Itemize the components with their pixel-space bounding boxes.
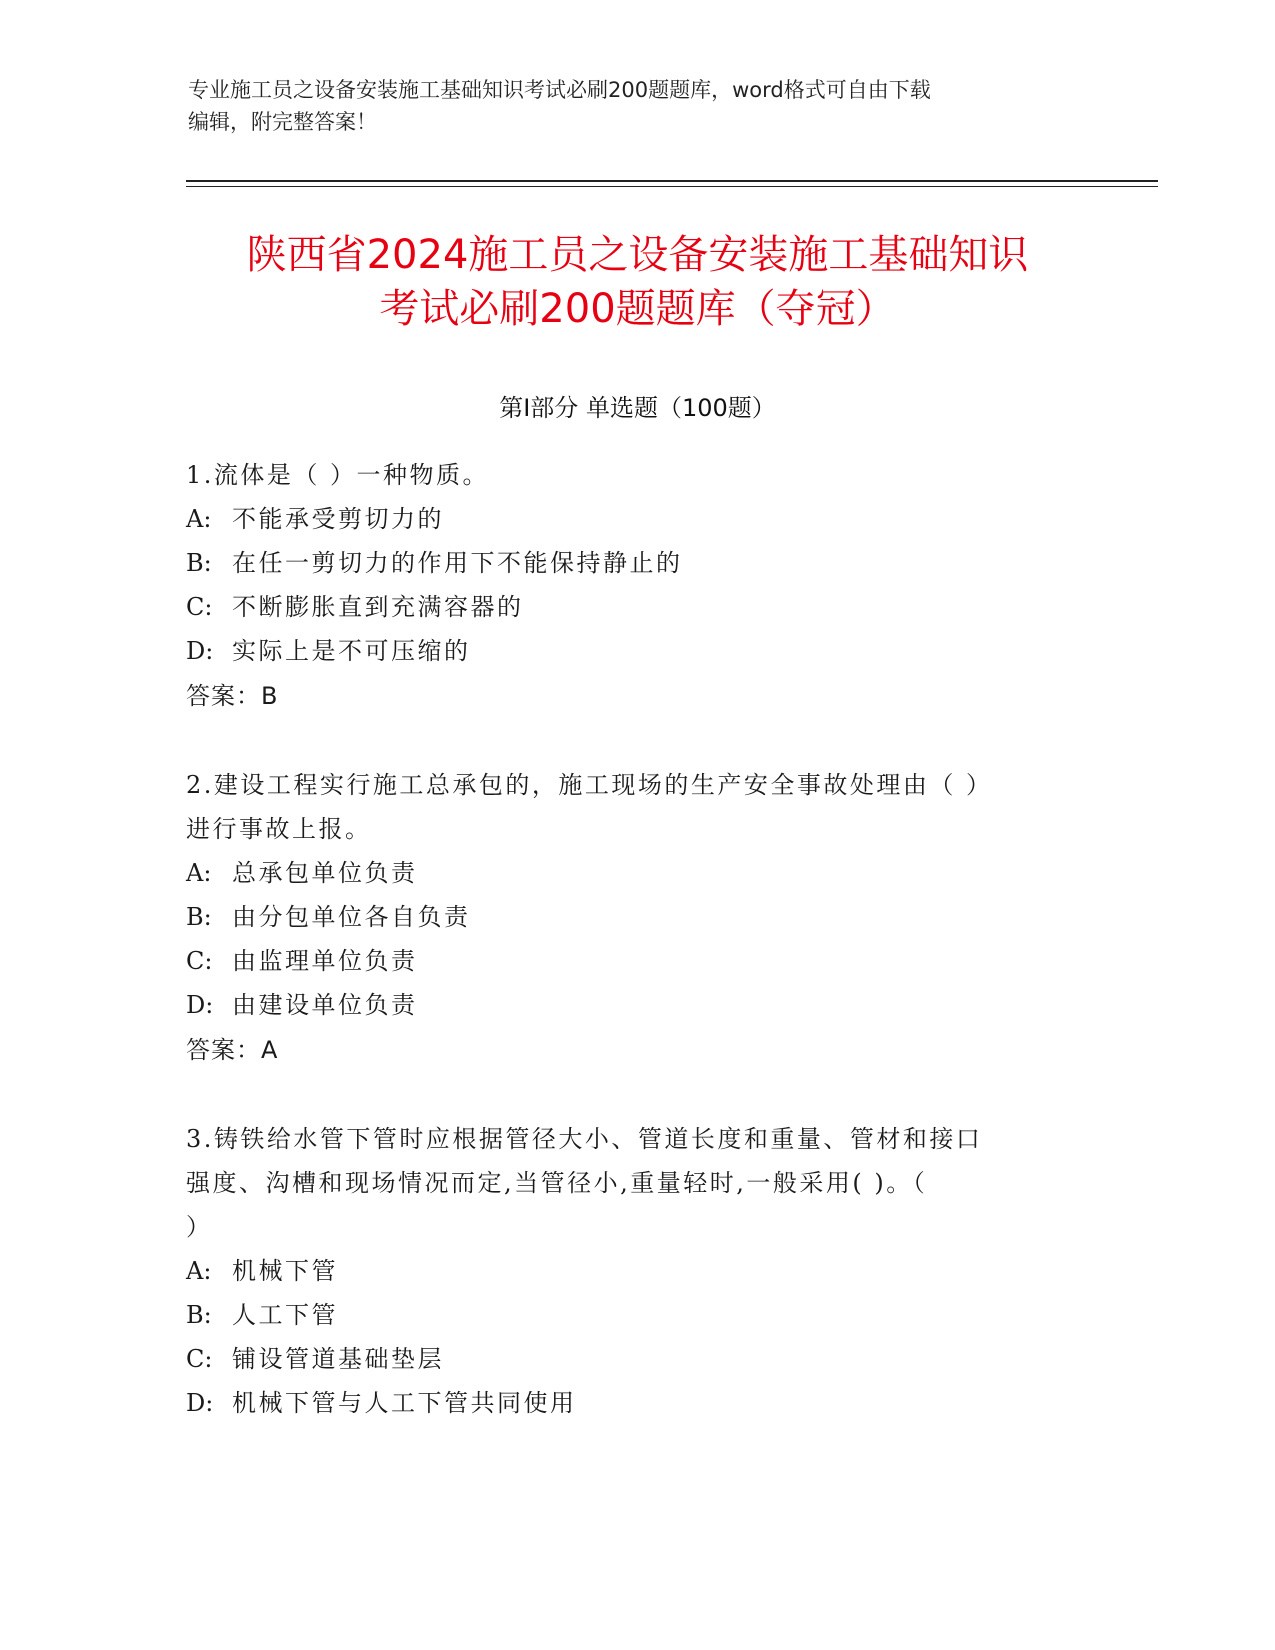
option-label: D: bbox=[186, 1389, 214, 1417]
document-title-line-2: 考试必刷200题题库（夺冠） bbox=[379, 286, 896, 332]
option-text: 铺设管道基础垫层 bbox=[232, 1345, 444, 1373]
header-divider-thin bbox=[186, 186, 1158, 187]
option-text: 机械下管与人工下管共同使用 bbox=[232, 1389, 577, 1417]
option-text: 人工下管 bbox=[232, 1301, 338, 1329]
question-2-text-line-2: 进行事故上报。 bbox=[186, 815, 372, 843]
question-3-option-a bbox=[186, 1256, 338, 1286]
option-text: 在任一剪切力的作用下不能保持静止的 bbox=[232, 549, 683, 577]
question-1-answer: 答案：B bbox=[186, 682, 279, 710]
question-3-text-line-3: ） bbox=[186, 1213, 213, 1241]
option-label: A: bbox=[186, 1257, 212, 1285]
option-text: 不能承受剪切力的 bbox=[232, 505, 444, 533]
question-2-text-line-1: 2.建设工程实行施工总承包的，施工现场的生产安全事故处理由（ ） bbox=[186, 771, 993, 799]
option-text: 由监理单位负责 bbox=[232, 947, 418, 975]
option-label: C: bbox=[186, 947, 213, 975]
option-label: B: bbox=[186, 549, 212, 577]
option-label: D: bbox=[186, 991, 214, 1019]
question-3-text-line-2: 强度、沟槽和现场情况而定,当管径小,重量轻时,一般采用( )。（ bbox=[186, 1169, 928, 1197]
option-label: C: bbox=[186, 1345, 213, 1373]
option-label: B: bbox=[186, 1301, 212, 1329]
question-3-text-line-1: 3.铸铁给水管下管时应根据管径大小、管道长度和重量、管材和接口 bbox=[186, 1125, 983, 1153]
question-1-option-a bbox=[186, 504, 444, 534]
question-3-option-b bbox=[186, 1300, 338, 1330]
option-text: 机械下管 bbox=[232, 1257, 338, 1285]
question-2-answer: 答案：A bbox=[186, 1036, 279, 1064]
question-1-text: 1.流体是（ ）一种物质。 bbox=[186, 461, 490, 489]
question-2-option-a bbox=[186, 858, 418, 888]
option-text: 由建设单位负责 bbox=[232, 991, 418, 1019]
option-label: A: bbox=[186, 505, 212, 533]
question-1-option-b bbox=[186, 548, 683, 578]
option-label: B: bbox=[186, 903, 212, 931]
header-note bbox=[188, 74, 1088, 138]
option-label: C: bbox=[186, 593, 213, 621]
option-text: 由分包单位各自负责 bbox=[232, 903, 471, 931]
question-3-option-d bbox=[186, 1388, 577, 1418]
option-label: A: bbox=[186, 859, 212, 887]
option-text: 总承包单位负责 bbox=[232, 859, 418, 887]
question-1-option-c bbox=[186, 592, 524, 622]
option-text: 实际上是不可压缩的 bbox=[232, 637, 471, 665]
option-label: D: bbox=[186, 637, 214, 665]
section-heading: 第Ⅰ部分 单选题（100题） bbox=[499, 394, 776, 422]
question-1-option-d bbox=[186, 636, 471, 666]
header-note-line-2: 编辑，附完整答案！ bbox=[188, 110, 377, 134]
question-3-option-c bbox=[186, 1344, 444, 1374]
header-note-line-1: 专业施工员之设备安装施工基础知识考试必刷200题题库，word格式可自由下载 bbox=[188, 78, 931, 102]
header-divider bbox=[186, 180, 1158, 182]
question-2-option-d bbox=[186, 990, 418, 1020]
document-title-line-1: 陕西省2024施工员之设备安装施工基础知识 bbox=[246, 232, 1029, 278]
question-2-option-b bbox=[186, 902, 471, 932]
option-text: 不断膨胀直到充满容器的 bbox=[232, 593, 524, 621]
question-2-option-c bbox=[186, 946, 418, 976]
